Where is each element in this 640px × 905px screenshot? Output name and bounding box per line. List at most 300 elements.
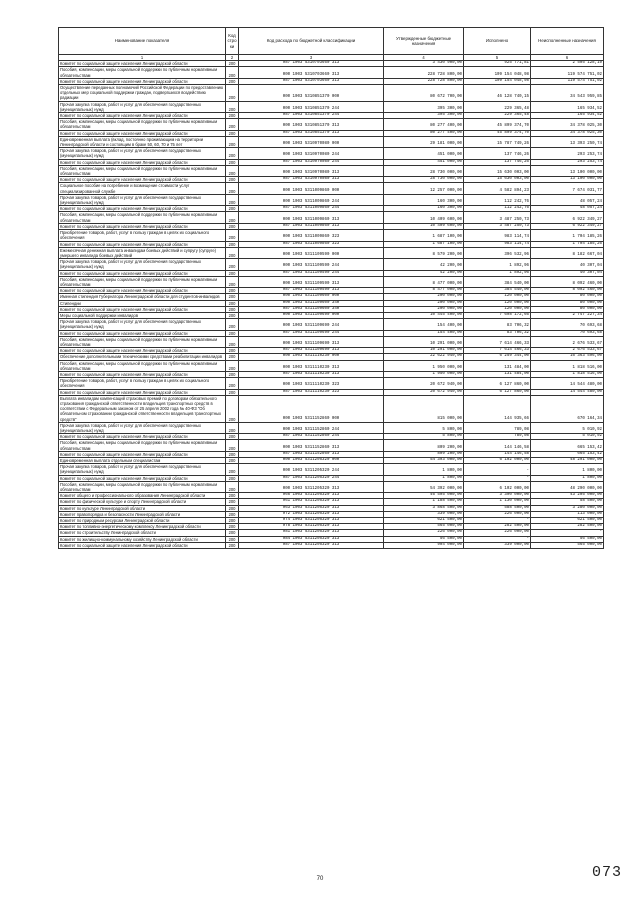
cell-approved: 1 687 100,00 [384,230,464,241]
cell-code: 200 [226,475,239,481]
cell-executed: - [464,464,531,475]
cell-code: 200 [226,247,239,258]
cell-name: Пособия, компенсации, меры социальной поддержки по публичным нормативным обязательствам [59,276,226,287]
cell-approved: 56 500,00 [384,536,464,542]
cell-approved: 29 181 000,00 [384,136,464,147]
column-number: 1 [59,55,226,61]
cell-name: Прочая закупка товаров, работ и услуг для обеспечения государственных (муниципальных) нужд [59,319,226,330]
cell-name: Комитет по социальной защите населения Ленинградской области [59,434,226,440]
cell-approved: 200 000,00 [384,294,464,300]
cell-kbk: 987 1003 5311109690 313 [239,348,384,354]
cell-kbk: 000 1003 5310851370 244 [239,101,384,112]
cell-name: Комитет по социальной защите населения Ленинградской области [59,348,226,354]
cell-approved: 8 477 000,00 [384,288,464,294]
cell-approved: 1 687 100,00 [384,241,464,247]
cell-kbk: 987 1003 5310851370 244 [239,113,384,119]
cell-kbk: 000 1003 5311152860 244 [239,422,384,433]
cell-kbk: 000 1003 5310851370 313 [239,119,384,130]
cell-approved: 904 000,00 [384,542,464,548]
cell-kbk: 000 1003 5311109590 000 [239,247,384,258]
cell-executed: 131 484,00 [464,360,531,371]
cell-name: Пособия, компенсации, меры социальной поддержки по публичным нормативным обязательствам [59,360,226,371]
cell-executed: 4 582 894,23 [464,183,531,194]
cell-kbk: 987 1003 5311109590 244 [239,270,384,276]
cell-code: 200 [226,389,239,395]
cell-executed: 15 630 003,00 [464,165,531,176]
cell-kbk: 972 1003 5311205320 313 [239,511,384,517]
cell-code: 200 [226,524,239,530]
cell-unexecuted: 48 057,24 [531,206,604,212]
table-row [59,294,604,300]
cell-code: 200 [226,130,239,136]
cell-executed: 120 000,00 [464,306,531,312]
cell-unexecuted: 14 544 480,00 [531,389,604,395]
cell-approved: 3 868 500,00 [384,505,464,511]
cell-code: 200 [226,319,239,330]
cell-code: 200 [226,206,239,212]
cell-approved: 621 500,00 [384,518,464,524]
cell-name: Комитет по физической культуре и спорту Ленинградской области [59,499,226,505]
cell-approved: 809 200,00 [384,440,464,451]
cell-code: 200 [226,288,239,294]
cell-name: Стипендии [59,300,226,306]
cell-approved: 80 277 400,00 [384,130,464,136]
cell-executed: 120 000,00 [464,294,531,300]
cell-code: 200 [226,230,239,241]
table-row [59,434,604,440]
cell-unexecuted: 293 253,74 [531,159,604,165]
cell-kbk: 987 1003 5311110230 323 [239,389,384,395]
cell-unexecuted: 1 818 516,00 [531,371,604,377]
cell-approved: 565 000,00 [384,524,464,530]
cell-kbk: 961 1003 5311205320 313 [239,499,384,505]
cell-name: Комитет по строительству Ленинградской области [59,530,226,536]
cell-executed: 7 614 466,33 [464,348,531,354]
cell-executed: 983 114,74 [464,241,531,247]
cell-name: Комитет по социальной защите населения Ленинградской области [59,475,226,481]
cell-code: 200 [226,542,239,548]
cell-approved: 228 728 800,00 [384,67,464,78]
cell-kbk: 987 1003 5310970080 244 [239,159,384,165]
cell-approved: 1 800,00 [384,464,464,475]
cell-executed: 144 146,58 [464,440,531,451]
cell-approved: 42 200,00 [384,270,464,276]
cell-unexecuted: 665 153,42 [531,451,604,457]
cell-name: Комитет по природным ресурсам Ленинградской области [59,518,226,524]
cell-approved: 28 730 000,00 [384,165,464,176]
cell-executed: - [464,536,531,542]
cell-kbk: 000 1003 5310970080 244 [239,148,384,159]
cell-code: 200 [226,241,239,247]
cell-code: 200 [226,276,239,287]
cell-code: 200 [226,67,239,78]
cell-executed: 226 000,00 [464,511,531,517]
cell-name: Комитет по социальной защите населения Ленинградской области [59,241,226,247]
cell-name: Приобретение товаров, работ, услуг в пользу граждан в целях их социального обеспечения [59,230,226,241]
cell-name: Комитет по культуре Ленинградской области [59,505,226,511]
cell-approved: 160 300,00 [384,206,464,212]
table-row [59,67,604,78]
cell-kbk: 000 1003 5311109690 000 [239,312,384,318]
table-row [59,330,604,336]
cell-kbk: 000 1003 5311109600 000 [239,294,384,300]
cell-approved: 395 300,00 [384,101,464,112]
cell-kbk: 000 1003 5311109690 313 [239,336,384,347]
cell-kbk: 987 1003 5311110230 313 [239,371,384,377]
header-unexecuted: Неисполненные назначения [531,28,604,55]
cell-unexecuted: 293 253,74 [531,148,604,159]
cell-unexecuted: 43 205 000,00 [531,493,604,499]
cell-name: Комитет правопорядка и безопасности Ленинградской области [59,511,226,517]
table-row [59,530,604,536]
cell-executed: 6 127 860,00 [464,378,531,389]
cell-approved: 1 188 500,00 [384,499,464,505]
cell-code: 200 [226,518,239,524]
cell-unexecuted: 565 000,00 [531,542,604,548]
cell-approved: 154 400,00 [384,330,464,336]
cell-kbk: 000 1003 5311009860 244 [239,194,384,205]
cell-kbk: 987 1003 5311205320 244 [239,475,384,481]
cell-approved: 5 800,00 [384,434,464,440]
cell-executed: 3 390 000,00 [464,493,531,499]
table-row [59,389,604,395]
cell-approved: 228 728 800,00 [384,78,464,84]
table-row [59,212,604,223]
cell-unexecuted: 2 676 533,67 [531,348,604,354]
cell-code: 200 [226,101,239,112]
column-number: 6 [531,55,604,61]
cell-kbk: 000 1003 5310851370 000 [239,85,384,102]
cell-executed: 137 746,26 [464,148,531,159]
cell-unexecuted: 13 393 250,74 [531,136,604,147]
cell-approved: 10 291 000,00 [384,336,464,347]
cell-code: 200 [226,434,239,440]
cell-code: 200 [226,183,239,194]
cell-unexecuted: 119 574 751,02 [531,67,604,78]
cell-approved: 10 445 400,00 [384,312,464,318]
cell-approved: 1 800,00 [384,475,464,481]
cell-code: 200 [226,61,239,67]
cell-unexecuted: 70 693,68 [531,319,604,330]
cell-kbk: 963 1003 5311205320 313 [239,505,384,511]
cell-unexecuted: 2 676 533,67 [531,336,604,347]
cell-executed: 15 630 003,00 [464,177,531,183]
cell-executed: 112 242,76 [464,194,531,205]
cell-approved: 12 257 000,00 [384,183,464,194]
header-code: Код стро ки [226,28,239,55]
cell-kbk: 987 1003 5310851370 313 [239,130,384,136]
cell-unexecuted: 5 010,92 [531,434,604,440]
cell-kbk: 000 1003 5311009860 000 [239,183,384,194]
table-row [59,136,604,147]
cell-unexecuted: 80 000,00 [531,300,604,306]
cell-name: Комитет по социальной защите населения Ленинградской области [59,61,226,67]
table-row [59,319,604,330]
cell-code: 200 [226,493,239,499]
table-row [59,270,604,276]
table-row [59,61,604,67]
cell-name: Обеспечение дополнительными техническими средствами реабилитации инвалидов [59,354,226,360]
cell-code: 200 [226,511,239,517]
cell-name: Комитет по социальной защите населения Ленинградской области [59,270,226,276]
cell-kbk: 974 1003 5311205320 313 [239,518,384,524]
cell-approved: 154 400,00 [384,319,464,330]
cell-executed: 109 154 048,98 [464,78,531,84]
cell-unexecuted: 3 280 000,00 [531,505,604,511]
cell-code: 200 [226,378,239,389]
cell-executed: 46 128 740,15 [464,85,531,102]
cell-code: 200 [226,458,239,464]
cell-executed: 120 000,00 [464,300,531,306]
table-row [59,101,604,112]
cell-unexecuted: 2 505 128,19 [531,61,604,67]
cell-name: Пособия, компенсации, меры социальной поддержки по публичным нормативным обязательствам [59,440,226,451]
cell-unexecuted: 48 291 000,00 [531,458,604,464]
cell-name: Комитет общего и профессионального образования Ленинградской области [59,493,226,499]
cell-executed: 6 102 000,00 [464,481,531,492]
cell-kbk: 987 1003 5310970080 313 [239,177,384,183]
cell-executed: 7 614 466,33 [464,336,531,347]
table-row [59,499,604,505]
cell-unexecuted: 40 307,04 [531,270,604,276]
cell-approved: 20 672 940,00 [384,378,464,389]
cell-approved: 1 950 000,00 [384,360,464,371]
cell-code: 200 [226,451,239,457]
table-row [59,194,604,205]
cell-unexecuted: 7 674 031,77 [531,183,604,194]
cell-executed: 6 259 344,00 [464,354,531,360]
cell-name: Пособия, компенсации, меры социальной поддержки по публичным нормативным обязательствам [59,119,226,130]
cell-unexecuted: 14 544 480,00 [531,378,604,389]
cell-executed: 3 487 250,73 [464,223,531,229]
cell-code: 200 [226,440,239,451]
table-row [59,159,604,165]
cell-code: 200 [226,148,239,159]
cell-kbk: 987 1003 5311205320 313 [239,542,384,548]
budget-execution-table [58,27,604,549]
cell-kbk: 987 1003 5311009860 323 [239,241,384,247]
cell-unexecuted: 665 153,42 [531,440,604,451]
cell-name: Комитет по социальной защите населения Ленинградской области [59,113,226,119]
column-number: 2 [226,55,239,61]
cell-kbk: 978 1003 5311205320 313 [239,524,384,530]
cell-code: 200 [226,336,239,347]
cell-unexecuted: 2 747 227,34 [531,312,604,318]
cell-code: 200 [226,85,239,102]
cell-name: Комитет по социальной защите населения Ленинградской области [59,389,226,395]
cell-code: 200 [226,505,239,511]
cell-name: Комитет по социальной защите населения Ленинградской области [59,330,226,336]
cell-name: Комитет по социальной защите населения Ленинградской области [59,159,226,165]
cell-executed: 983 114,74 [464,230,531,241]
cell-unexecuted: 40 307,04 [531,259,604,270]
table-row [59,395,604,422]
table-row [59,493,604,499]
cell-code: 200 [226,536,239,542]
table-row [59,148,604,159]
cell-code: 200 [226,113,239,119]
cell-executed: 229 365,48 [464,113,531,119]
cell-code: 200 [226,395,239,422]
cell-executed: - [464,518,531,524]
cell-name: Комитет по социальной защите населения Ленинградской области [59,288,226,294]
cell-kbk: 000 1003 5311110230 000 [239,354,384,360]
cell-executed: 83 706,32 [464,319,531,330]
cell-approved: 80 277 400,00 [384,119,464,130]
cell-kbk: 000 1003 5311009860 323 [239,230,384,241]
cell-kbk: 987 1003 5311009860 313 [239,223,384,229]
cell-kbk: 987 1003 5310703660 313 [239,78,384,84]
cell-kbk: 987 1003 5310703660 313 [239,61,384,67]
cell-executed: 229 365,48 [464,101,531,112]
column-number: 5 [464,55,531,61]
cell-executed: 396 532,96 [464,247,531,258]
cell-name: Пособия, компенсации, меры социальной поддержки по публичным нормативным обязательствам [59,165,226,176]
cell-approved: 451 000,00 [384,148,464,159]
cell-unexecuted: 13 100 000,00 [531,165,604,176]
cell-executed: 15 787 749,26 [464,136,531,147]
cell-name: Единовременная выплата отдельным специалистам [59,458,226,464]
cell-name: Прочая закупка товаров, работ и услуг для обеспечения государственных (муниципальных) нужд [59,101,226,112]
cell-kbk: 000 1003 5311009860 313 [239,212,384,223]
cell-kbk: 000 1003 5310970080 313 [239,165,384,176]
cell-unexecuted: 6 922 349,27 [531,212,604,223]
cell-approved: 80 672 700,00 [384,85,464,102]
cell-code: 200 [226,499,239,505]
page-number: 70 [316,876,324,882]
cell-approved: 28 730 000,00 [384,177,464,183]
table-row [59,348,604,354]
cell-kbk: 000 1003 5311205320 000 [239,458,384,464]
header-approved: Утвержденные бюджетные назначения [384,28,464,55]
table-row [59,183,604,194]
cell-unexecuted: 165 934,52 [531,101,604,112]
cell-kbk: 987 1003 5311109690 244 [239,330,384,336]
table-row [59,511,604,517]
cell-approved: 42 200,00 [384,259,464,270]
table-row [59,113,604,119]
archive-stamp: 073 [592,864,623,881]
table-row [59,247,604,258]
cell-approved: 10 409 600,00 [384,223,464,229]
cell-kbk: 987 1003 5311109600 340 [239,306,384,312]
cell-executed: 588 500,00 [464,505,531,511]
table-row [59,259,604,270]
cell-executed: 112 242,76 [464,206,531,212]
table-row [59,451,604,457]
cell-name: Комитет по социальной защите населения Ленинградской области [59,223,226,229]
cell-name: Приобретение товаров, работ, услуг в пользу граждан в целях их социального обеспечения [59,378,226,389]
cell-approved: 22 622 940,00 [384,354,464,360]
header-kbk: Код расхода по бюджетной классификации [239,28,384,55]
table-row [59,288,604,294]
header-name: Наименование показателя [59,28,226,55]
cell-approved: 46 595 000,00 [384,493,464,499]
cell-kbk: 987 1003 5311109590 313 [239,288,384,294]
cell-kbk: 000 1003 5311109600 340 [239,300,384,306]
table-row [59,542,604,548]
cell-name: Прочая закупка товаров, работ и услуг для обеспечения государственных (муниципальных) нужд [59,259,226,270]
cell-kbk: 000 1003 5311205320 313 [239,481,384,492]
table-row [59,524,604,530]
cell-code: 200 [226,530,239,536]
cell-unexecuted: 119 574 751,02 [531,78,604,84]
cell-code: 200 [226,159,239,165]
cell-unexecuted: - [531,530,604,536]
cell-unexecuted: 34 543 959,85 [531,85,604,102]
cell-name: Комитет по топливно-энергетическому комплексу Ленинградской области [59,524,226,530]
cell-executed: 45 899 374,70 [464,130,531,136]
cell-approved: 8 579 200,00 [384,247,464,258]
cell-executed: 131 484,00 [464,371,531,377]
cell-executed: 282 500,00 [464,524,531,530]
cell-kbk: 000 1003 5310970080 000 [239,136,384,147]
cell-unexecuted: 48 290 000,00 [531,481,604,492]
cell-approved: 160 300,00 [384,194,464,205]
cell-approved: 1 950 000,00 [384,371,464,377]
cell-unexecuted: 621 500,00 [531,518,604,524]
cell-code: 200 [226,371,239,377]
cell-approved: 54 393 000,00 [384,458,464,464]
cell-executed: 3 487 250,73 [464,212,531,223]
cell-approved: 809 200,00 [384,451,464,457]
cell-unexecuted: 48 057,24 [531,194,604,205]
cell-approved: 8 477 000,00 [384,276,464,287]
cell-approved: 451 000,00 [384,159,464,165]
cell-kbk: 987 1003 5311152860 244 [239,434,384,440]
cell-executed: 1 130 000,00 [464,499,531,505]
cell-unexecuted: 80 000,00 [531,306,604,312]
cell-approved: 200 000,00 [384,306,464,312]
cell-code: 200 [226,259,239,270]
cell-unexecuted: 34 378 025,30 [531,130,604,136]
cell-approved: 226 000,00 [384,530,464,536]
cell-kbk: 987 1003 5311009860 244 [239,206,384,212]
cell-name: Комитет по социальной защите населения Ленинградской области [59,177,226,183]
cell-name: Выплата инвалидам компенсаций страховых премий по договорам обязательного страхования гражданской ответственности владельцев транспортных средств в соответствии с Федеральным законом от 25 апреля 2002 года № 40-ФЗ "Об обязательном страховании гражданской ответственности владельцев транспортных средств" [59,395,226,422]
cell-code: 200 [226,464,239,475]
cell-approved: 339 000,00 [384,511,464,517]
cell-code: 200 [226,348,239,354]
cell-unexecuted: 6 922 349,27 [531,223,604,229]
cell-executed: 6 127 860,00 [464,389,531,395]
cell-executed: 109 154 048,98 [464,67,531,78]
cell-name: Пособия, компенсации, меры социальной поддержки по публичным нормативным обязательствам [59,67,226,78]
cell-kbk: 987 1003 5311152860 313 [239,451,384,457]
column-number: 4 [384,55,464,61]
cell-name: Комитет по социальной защите населения Ленинградской области [59,78,226,84]
cell-approved: 10 291 000,00 [384,348,464,354]
cell-name: Прочая закупка товаров, работ и услуг для обеспечения государственных (муниципальных) нужд [59,148,226,159]
cell-unexecuted: 8 092 460,00 [531,276,604,287]
cell-name: Меры социальной поддержки инвалидов [59,312,226,318]
cell-unexecuted: 670 164,34 [531,395,604,422]
cell-code: 200 [226,312,239,318]
cell-name: Комитет по социальной защите населения Ленинградской области [59,451,226,457]
cell-unexecuted: 56 500,00 [531,536,604,542]
cell-code: 200 [226,422,239,433]
cell-name: Прочая закупка товаров, работ и услуг для обеспечения государственных (муниципальных) нужд [59,194,226,205]
cell-executed: 384 540,00 [464,288,531,294]
table-row [59,505,604,511]
cell-code: 200 [226,481,239,492]
cell-unexecuted: 8 092 460,00 [531,288,604,294]
cell-unexecuted: 5 010,92 [531,422,604,433]
cell-code: 200 [226,194,239,205]
cell-unexecuted: 70 693,68 [531,330,604,336]
cell-code: 200 [226,270,239,276]
cell-approved: 54 392 000,00 [384,481,464,492]
